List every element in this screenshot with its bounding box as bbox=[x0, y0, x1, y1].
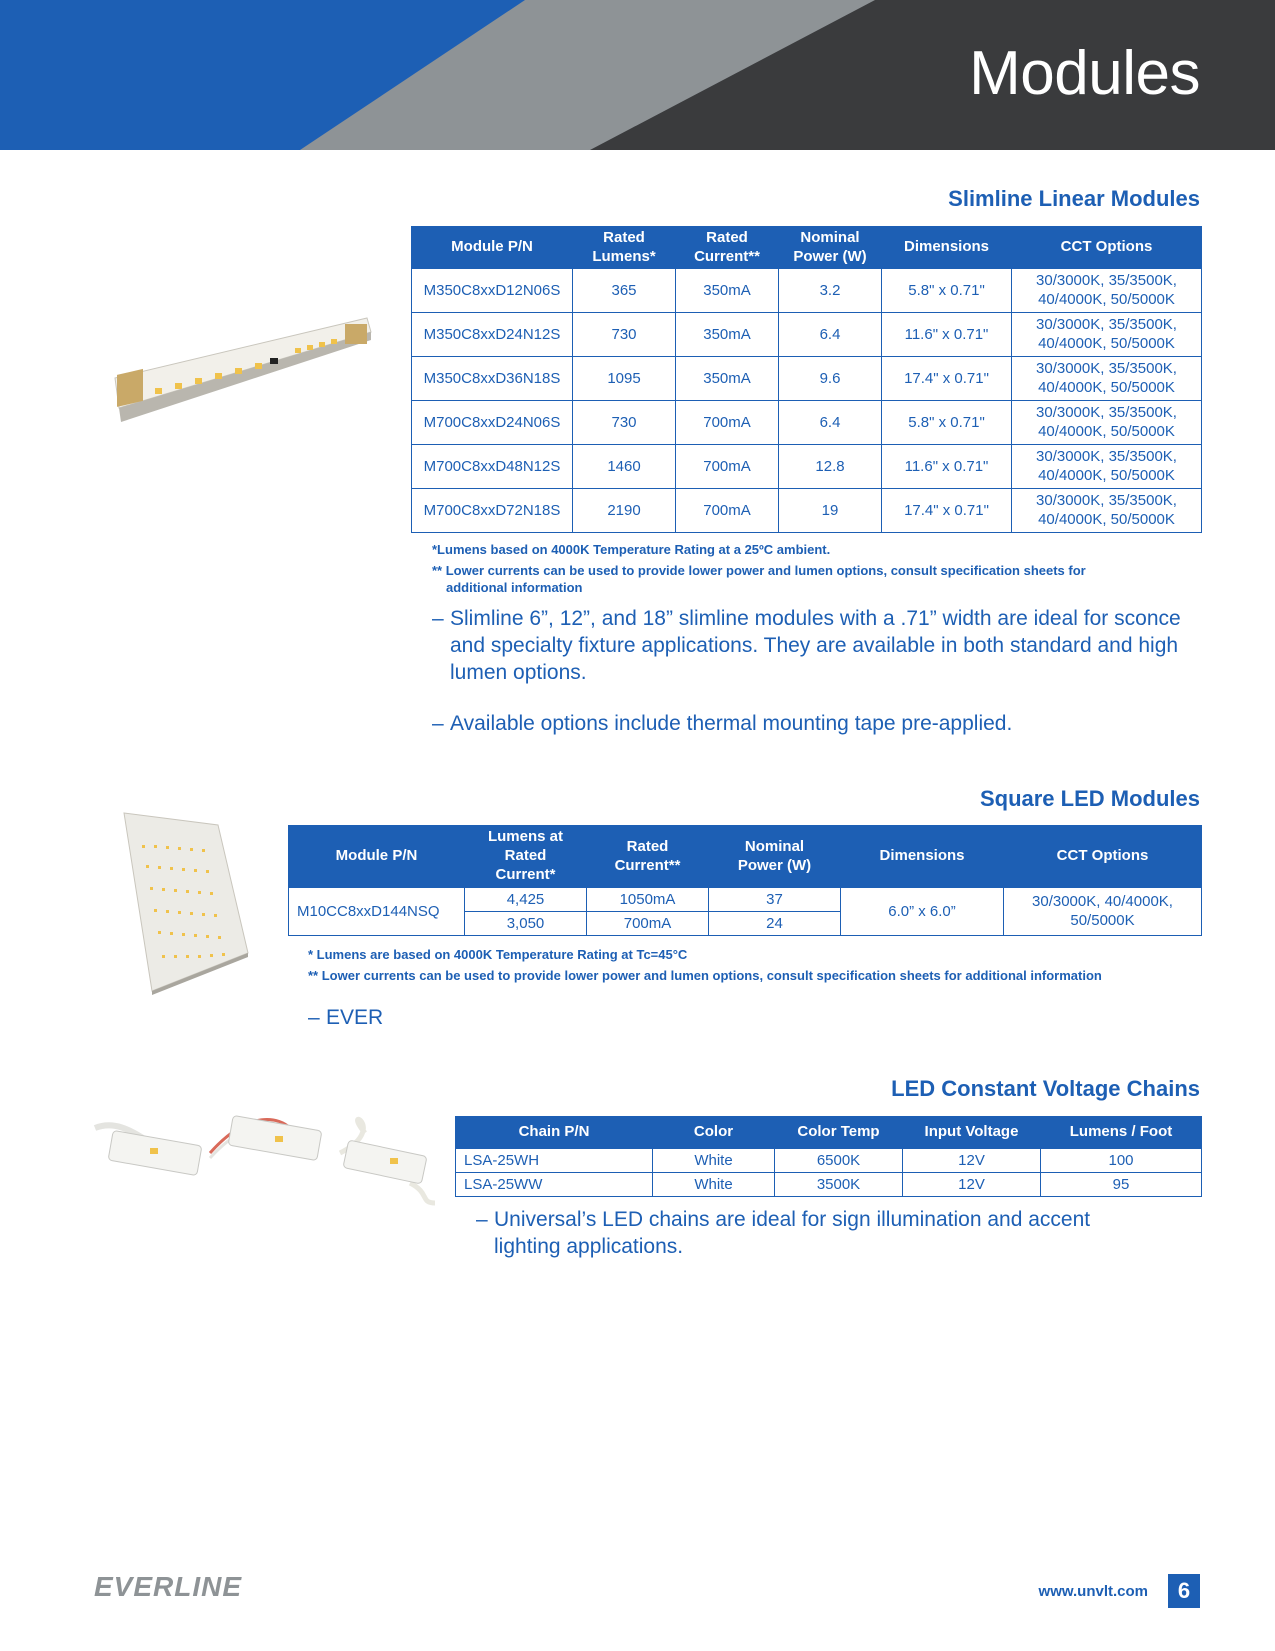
dimensions-value: 5.8" x 0.71" bbox=[882, 400, 1012, 444]
page-number: 6 bbox=[1168, 1574, 1200, 1608]
lumens-value: 2190 bbox=[573, 488, 676, 532]
square-footnote-lumens: * Lumens are based on 4000K Temperature Rating at Tc=45°C bbox=[308, 947, 688, 962]
bullet-dash: – bbox=[308, 1006, 320, 1029]
table-row bbox=[456, 1172, 1202, 1196]
lumens-value: 365 bbox=[573, 268, 676, 312]
slimline-table-header bbox=[412, 226, 1202, 268]
cct-line: 30/3000K, 35/3500K, bbox=[1036, 404, 1177, 421]
lumens-value: 100 bbox=[1041, 1148, 1202, 1172]
column-header: CCT Options bbox=[1004, 825, 1202, 887]
color-value: White bbox=[653, 1172, 775, 1196]
column-header: Dimensions bbox=[841, 825, 1004, 887]
dimensions-value: 11.6" x 0.71" bbox=[882, 312, 1012, 356]
lumens-value: 730 bbox=[573, 312, 676, 356]
slimline-footnote-lumens: *Lumens based on 4000K Temperature Rating at a 25ºC ambient. bbox=[432, 542, 831, 557]
voltage-value: 12V bbox=[903, 1172, 1041, 1196]
cct-line: 40/4000K, 50/5000K bbox=[1038, 335, 1175, 352]
power-value: 9.6 bbox=[779, 356, 882, 400]
cct-line: 40/4000K, 50/5000K bbox=[1038, 423, 1175, 440]
dimensions-value: 6.0” x 6.0” bbox=[841, 887, 1004, 935]
lumens-value: 3,050 bbox=[465, 911, 587, 935]
current-value: 700mA bbox=[676, 488, 779, 532]
bullet-dash: – bbox=[476, 1208, 488, 1231]
part-number: LSA-25WH bbox=[456, 1148, 653, 1172]
cct-options bbox=[1012, 268, 1202, 312]
slimline-footnote-current bbox=[432, 562, 1172, 596]
square-module-image bbox=[60, 805, 260, 1005]
part-number: M350C8xxD12N06S bbox=[412, 268, 573, 312]
column-header: Module P/N bbox=[289, 825, 465, 887]
power-value: 19 bbox=[779, 488, 882, 532]
cct-options bbox=[1012, 444, 1202, 488]
power-value: 3.2 bbox=[779, 268, 882, 312]
column-header: Nominal Power (W) bbox=[709, 825, 841, 887]
column-header: Dimensions bbox=[882, 226, 1012, 268]
part-number: M700C8xxD48N12S bbox=[412, 444, 573, 488]
table-row bbox=[412, 268, 1202, 312]
power-value: 37 bbox=[709, 887, 841, 911]
bullet-text: Slimline 6”, 12”, and 18” slimline modules with a .71” width are ideal for sconce and specialty fixture applications. They are available in both standard and high lumen options. bbox=[450, 607, 1181, 684]
cct-options: 30/3000K, 40/4000K, 50/5000K bbox=[1004, 887, 1202, 935]
column-header: Color bbox=[653, 1116, 775, 1148]
slimline-bullet-sizes bbox=[432, 605, 1210, 686]
part-number: M700C8xxD24N06S bbox=[412, 400, 573, 444]
bullet-dash: – bbox=[432, 712, 444, 735]
table-row bbox=[289, 887, 1202, 911]
part-number: M350C8xxD36N18S bbox=[412, 356, 573, 400]
cct-options bbox=[1012, 312, 1202, 356]
bullet-dash: – bbox=[432, 607, 444, 630]
cct-line: 30/3000K, 35/3500K, bbox=[1036, 272, 1177, 289]
square-bullet bbox=[308, 1004, 383, 1031]
cct-options bbox=[1012, 400, 1202, 444]
column-header: Nominal Power (W) bbox=[779, 226, 882, 268]
lumens-value: 730 bbox=[573, 400, 676, 444]
power-value: 24 bbox=[709, 911, 841, 935]
table-row bbox=[412, 400, 1202, 444]
footnote-line: additional information bbox=[446, 580, 583, 595]
chains-table-header bbox=[456, 1116, 1202, 1148]
current-value: 350mA bbox=[676, 268, 779, 312]
table-row bbox=[456, 1148, 1202, 1172]
dimensions-value: 5.8" x 0.71" bbox=[882, 268, 1012, 312]
everline-logo bbox=[92, 1570, 272, 1602]
footnote-line: ** Lower currents can be used to provide lower power and lumen options, consult specification sheets for bbox=[432, 563, 1086, 578]
cct-line: 40/4000K, 50/5000K bbox=[1038, 291, 1175, 308]
chains-section-title: LED Constant Voltage Chains bbox=[891, 1076, 1200, 1101]
slimline-module-image bbox=[95, 310, 375, 450]
led-chain-image bbox=[90, 1108, 435, 1208]
column-header: Rated Lumens* bbox=[573, 226, 676, 268]
cct-line: 30/3000K, 35/3500K, bbox=[1036, 448, 1177, 465]
column-header: Module P/N bbox=[412, 226, 573, 268]
column-header: Input Voltage bbox=[903, 1116, 1041, 1148]
slimline-table bbox=[411, 226, 1202, 533]
table-row bbox=[412, 356, 1202, 400]
lumens-value: 1460 bbox=[573, 444, 676, 488]
cct-line: 40/4000K, 50/5000K bbox=[1038, 379, 1175, 396]
column-header: Lumens / Foot bbox=[1041, 1116, 1202, 1148]
cct-options bbox=[1012, 488, 1202, 532]
bullet-text: Available options include thermal mounting tape pre-applied. bbox=[450, 712, 1013, 735]
part-number: M700C8xxD72N18S bbox=[412, 488, 573, 532]
color-value: White bbox=[653, 1148, 775, 1172]
square-table bbox=[288, 825, 1202, 936]
lumens-value: 1095 bbox=[573, 356, 676, 400]
color-temp-value: 3500K bbox=[775, 1172, 903, 1196]
chains-table bbox=[455, 1116, 1202, 1197]
power-value: 12.8 bbox=[779, 444, 882, 488]
current-value: 350mA bbox=[676, 356, 779, 400]
lumens-value: 95 bbox=[1041, 1172, 1202, 1196]
chains-bullet bbox=[476, 1206, 1136, 1260]
table-row bbox=[412, 444, 1202, 488]
square-section-title: Square LED Modules bbox=[979, 786, 1200, 811]
dimensions-value: 17.4" x 0.71" bbox=[882, 488, 1012, 532]
power-value: 6.4 bbox=[779, 312, 882, 356]
column-header: Color Temp bbox=[775, 1116, 903, 1148]
cct-line: 40/4000K, 50/5000K bbox=[1038, 511, 1175, 528]
column-header: Chain P/N bbox=[456, 1116, 653, 1148]
column-header: Rated Current** bbox=[676, 226, 779, 268]
cct-options bbox=[1012, 356, 1202, 400]
part-number: M350C8xxD24N12S bbox=[412, 312, 573, 356]
page-title: Modules bbox=[969, 39, 1200, 108]
part-number: M10CC8xxD144NSQ bbox=[289, 887, 465, 935]
power-value: 6.4 bbox=[779, 400, 882, 444]
column-header: Rated Current** bbox=[587, 825, 709, 887]
cct-line: 40/4000K, 50/5000K bbox=[1038, 467, 1175, 484]
slimline-bullet-tape bbox=[432, 710, 1210, 737]
voltage-value: 12V bbox=[903, 1148, 1041, 1172]
cct-line: 30/3000K, 35/3500K, bbox=[1036, 316, 1177, 333]
current-value: 700mA bbox=[587, 911, 709, 935]
slimline-section-title: Slimline Linear Modules bbox=[948, 186, 1200, 211]
cct-line: 30/3000K, 35/3500K, bbox=[1036, 360, 1177, 377]
dimensions-value: 11.6" x 0.71" bbox=[882, 444, 1012, 488]
cct-line: 30/3000K, 35/3500K, bbox=[1036, 492, 1177, 509]
bullet-text: EVER bbox=[326, 1006, 384, 1029]
square-table-header bbox=[289, 825, 1202, 887]
table-row bbox=[412, 488, 1202, 532]
column-header: Lumens at Rated Current* bbox=[465, 825, 587, 887]
part-number: LSA-25WW bbox=[456, 1172, 653, 1196]
current-value: 1050mA bbox=[587, 887, 709, 911]
table-row bbox=[412, 312, 1202, 356]
current-value: 350mA bbox=[676, 312, 779, 356]
current-value: 700mA bbox=[676, 444, 779, 488]
current-value: 700mA bbox=[676, 400, 779, 444]
lumens-value: 4,425 bbox=[465, 887, 587, 911]
bullet-text: Universal’s LED chains are ideal for sign illumination and accent lighting applications. bbox=[494, 1208, 1091, 1258]
website-link[interactable]: www.unvlt.com bbox=[1038, 1583, 1148, 1600]
logo-text: EVERLINE bbox=[94, 1571, 243, 1602]
square-footnote-current: ** Lower currents can be used to provide lower power and lumen options, consult specification sheets for additional information bbox=[308, 968, 1102, 983]
color-temp-value: 6500K bbox=[775, 1148, 903, 1172]
dimensions-value: 17.4" x 0.71" bbox=[882, 356, 1012, 400]
column-header: CCT Options bbox=[1012, 226, 1202, 268]
